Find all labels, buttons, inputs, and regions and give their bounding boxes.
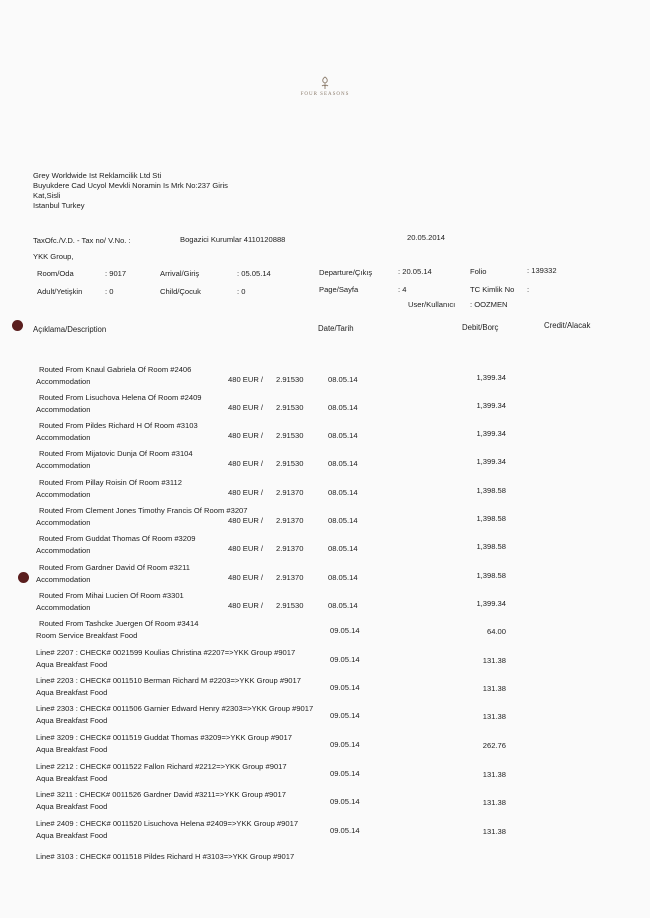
hotel-logo-name: FOUR SEASONS [300, 92, 350, 97]
row-subtitle: Aqua Breakfast Food [36, 745, 108, 754]
row-debit: 1,398.58 [476, 486, 506, 495]
row-date: 09.05.14 [330, 655, 360, 664]
hole-punch-mark-lower [18, 572, 29, 583]
row-subtitle: Aqua Breakfast Food [36, 660, 108, 669]
row-description: Line# 2212 : CHECK# 0011522 Fallon Richard #2212=>YKK Group #9017 [36, 762, 287, 771]
row-exchange-rate: 2.91530 [276, 403, 304, 412]
hotel-logo [290, 76, 360, 110]
row-subtitle: Accommodation [36, 433, 91, 442]
row-exchange-rate: 2.91530 [276, 459, 304, 468]
folio-label: Folio [470, 267, 487, 276]
row-subtitle: Accommodation [36, 461, 91, 470]
row-subtitle: Aqua Breakfast Food [36, 716, 108, 725]
row-rate: 480 EUR / [228, 544, 264, 553]
row-subtitle: Accommodation [36, 377, 91, 386]
row-date: 08.05.14 [328, 488, 358, 497]
hole-punch-mark [12, 320, 23, 331]
row-date: 08.05.14 [328, 431, 358, 440]
folio-date: 20.05.2014 [407, 233, 446, 242]
row-description: Routed From Mijatovic Dunja Of Room #3104 [39, 449, 193, 458]
user-label: User/Kullanıcı [408, 300, 456, 309]
row-debit: 131.38 [482, 712, 506, 721]
row-exchange-rate: 2.91370 [276, 544, 304, 553]
row-rate: 480 EUR / [228, 403, 264, 412]
row-date: 08.05.14 [328, 516, 358, 525]
address-line-3: Kat,Sisli [33, 191, 61, 200]
row-date: 08.05.14 [328, 544, 358, 553]
row-debit: 1,399.34 [476, 457, 506, 466]
room-value: : 9017 [105, 269, 127, 278]
row-debit: 1,399.34 [476, 373, 506, 382]
page-label: Page/Sayfa [319, 285, 359, 294]
row-date: 09.05.14 [330, 797, 360, 806]
row-date: 08.05.14 [328, 601, 358, 610]
column-date: Date/Tarih [318, 324, 354, 333]
arrival-label: Arrival/Giriş [160, 269, 200, 278]
row-debit: 131.38 [482, 798, 506, 807]
tax-label: TaxOfc./V.D. - Tax no/ V.No. : [33, 236, 131, 245]
row-debit: 131.38 [482, 684, 506, 693]
row-description: Routed From Lisuchova Helena Of Room #2409 [39, 393, 202, 402]
row-date: 08.05.14 [328, 573, 358, 582]
row-debit: 131.38 [482, 770, 506, 779]
four-seasons-tree-icon [319, 76, 331, 90]
row-description: Line# 2409 : CHECK# 0011520 Lisuchova Helena #2409=>YKK Group #9017 [36, 819, 299, 828]
row-date: 09.05.14 [330, 683, 360, 692]
row-rate: 480 EUR / [228, 516, 264, 525]
row-description: Routed From Pillay Roisin Of Room #3112 [39, 478, 182, 487]
row-rate: 480 EUR / [228, 431, 264, 440]
row-description: Routed From Gardner David Of Room #3211 [39, 563, 190, 572]
row-date: 09.05.14 [330, 711, 360, 720]
row-exchange-rate: 2.91530 [276, 431, 304, 440]
tc-label: TC Kimlik No [470, 285, 515, 294]
guest-name: YKK Group, [33, 252, 74, 261]
child-label: Child/Çocuk [160, 287, 201, 296]
row-description: Line# 2207 : CHECK# 0021599 Koulias Christina #2207=>YKK Group #9017 [36, 648, 296, 657]
row-subtitle: Accommodation [36, 575, 91, 584]
row-date: 09.05.14 [330, 769, 360, 778]
row-description: Line# 3211 : CHECK# 0011526 Gardner David #3211=>YKK Group #9017 [36, 790, 286, 799]
departure-label: Departure/Çıkış [319, 268, 373, 277]
departure-value: : 20.05.14 [398, 267, 432, 276]
row-exchange-rate: 2.91370 [276, 516, 304, 525]
child-value: : 0 [237, 287, 246, 296]
row-date: 09.05.14 [330, 826, 360, 835]
adult-value: : 0 [105, 287, 114, 296]
row-exchange-rate: 2.91370 [276, 488, 304, 497]
row-debit: 1,398.58 [476, 571, 506, 580]
row-debit: 1,398.58 [476, 514, 506, 523]
row-debit: 131.38 [482, 656, 506, 665]
row-subtitle: Aqua Breakfast Food [36, 774, 108, 783]
row-subtitle: Accommodation [36, 490, 91, 499]
row-debit: 64.00 [486, 627, 506, 636]
row-description: Line# 2203 : CHECK# 0011510 Berman Richard M #2203=>YKK Group #9017 [36, 676, 301, 685]
column-description: Açıklama/Description [33, 325, 107, 334]
row-rate: 480 EUR / [228, 573, 264, 582]
row-subtitle: Room Service Breakfast Food [36, 631, 138, 640]
row-debit: 1,399.34 [476, 429, 506, 438]
folio-value: : 139332 [527, 266, 557, 275]
address-line-2: Buyukdere Cad Ucyol Mevkli Noramin Is Mrk No:237 Giris [33, 181, 228, 190]
row-debit: 262.76 [482, 741, 506, 750]
row-rate: 480 EUR / [228, 459, 264, 468]
user-value: : OOZMEN [470, 300, 508, 309]
row-rate: 480 EUR / [228, 601, 264, 610]
row-debit: 1,398.58 [476, 542, 506, 551]
row-description: Routed From Tashcke Juergen Of Room #3414 [39, 619, 199, 628]
row-description: Routed From Knaul Gabriela Of Room #2406 [39, 365, 192, 374]
row-description: Line# 3209 : CHECK# 0011519 Guddat Thomas #3209=>YKK Group #9017 [36, 733, 292, 742]
row-date: 08.05.14 [328, 459, 358, 468]
address-line-1: Grey Worldwide Ist Reklamcilik Ltd Sti [33, 171, 162, 180]
row-subtitle: Aqua Breakfast Food [36, 831, 108, 840]
row-debit: 1,399.34 [476, 599, 506, 608]
column-credit: Credit/Alacak [544, 321, 591, 330]
column-debit: Debit/Borç [462, 323, 499, 332]
row-exchange-rate: 2.91370 [276, 573, 304, 582]
row-date: 08.05.14 [328, 403, 358, 412]
row-subtitle: Aqua Breakfast Food [36, 688, 108, 697]
row-date: 09.05.14 [330, 626, 360, 635]
tc-value: : [527, 285, 530, 294]
row-debit: 1,399.34 [476, 401, 506, 410]
row-rate: 480 EUR / [228, 488, 264, 497]
row-date: 09.05.14 [330, 740, 360, 749]
row-subtitle: Accommodation [36, 518, 91, 527]
row-description: Line# 3103 : CHECK# 0011518 Pildes Richard H #3103=>YKK Group #9017 [36, 852, 295, 861]
row-subtitle: Accommodation [36, 405, 91, 414]
row-exchange-rate: 2.91530 [276, 375, 304, 384]
page-value: : 4 [398, 285, 407, 294]
row-subtitle: Accommodation [36, 546, 91, 555]
row-description: Line# 2303 : CHECK# 0011506 Garnier Edward Henry #2303=>YKK Group #9017 [36, 704, 314, 713]
adult-label: Adult/Yetişkin [37, 287, 83, 296]
row-description: Routed From Guddat Thomas Of Room #3209 [39, 534, 196, 543]
arrival-value: : 05.05.14 [237, 269, 271, 278]
address-line-4: Istanbul Turkey [33, 201, 85, 210]
row-description: Routed From Pildes Richard H Of Room #3103 [39, 421, 198, 430]
row-description: Routed From Clement Jones Timothy Francis Of Room #3207 [39, 506, 248, 515]
row-exchange-rate: 2.91530 [276, 601, 304, 610]
row-description: Routed From Mihai Lucien Of Room #3301 [39, 591, 184, 600]
tax-value: Bogazici Kurumlar 4110120888 [180, 235, 286, 244]
row-date: 08.05.14 [328, 375, 358, 384]
row-debit: 131.38 [482, 827, 506, 836]
row-subtitle: Aqua Breakfast Food [36, 802, 108, 811]
row-rate: 480 EUR / [228, 375, 264, 384]
room-label: Room/Oda [37, 269, 74, 278]
row-subtitle: Accommodation [36, 603, 91, 612]
